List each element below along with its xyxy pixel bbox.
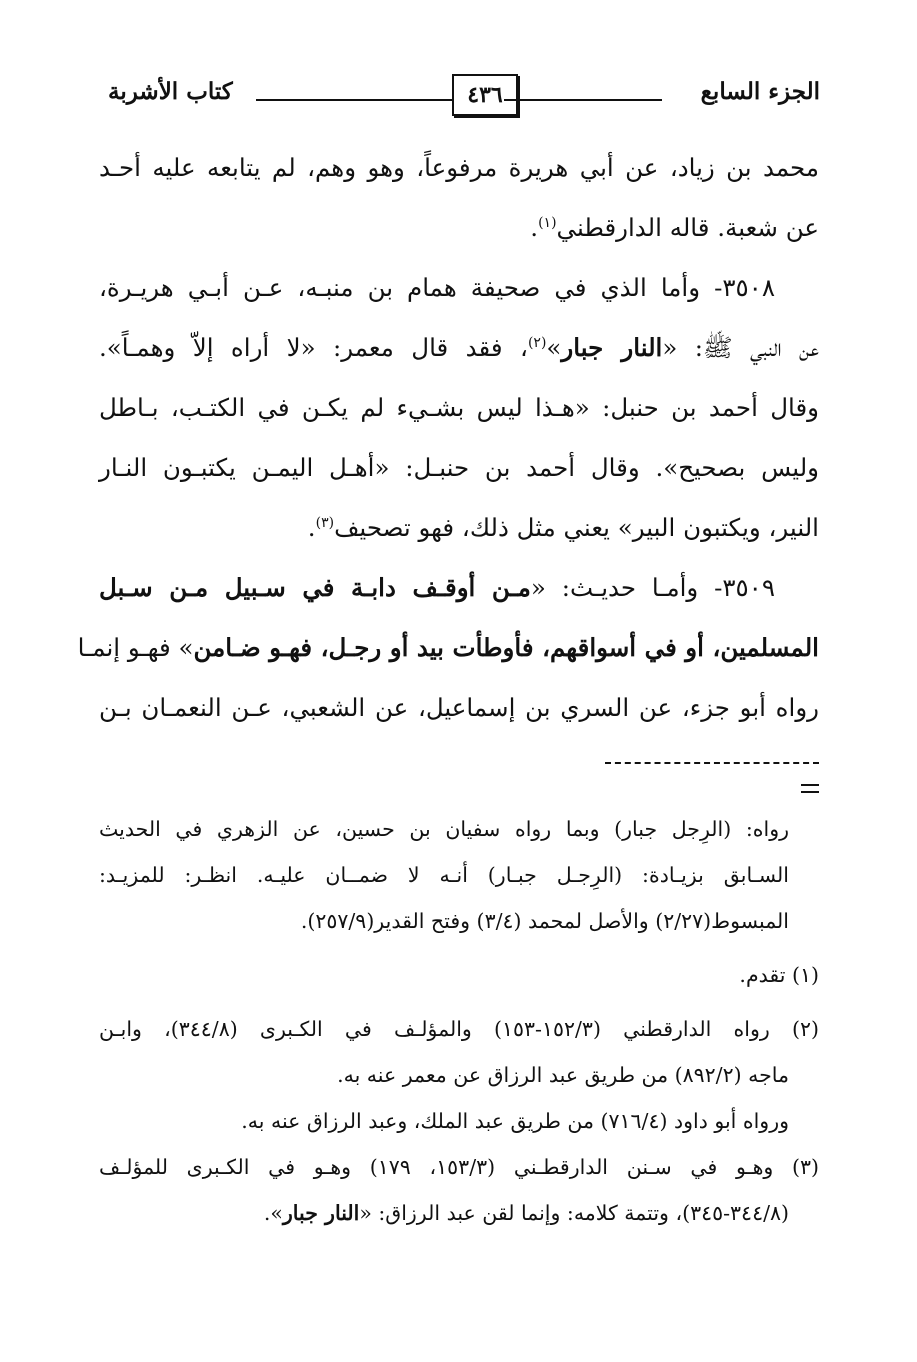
text-line-1: محمد بن زياد، عن أبي هريرة مرفوعاً، وهو وهم، لم يتابعه عليه أحـد <box>99 153 819 182</box>
volume-title: الجزء السابع <box>700 78 820 105</box>
hadith-text: المسلمين، أو في أسواقهم، فأوطأت بيد أو رجـل، فهـو ضـامن <box>193 633 819 662</box>
page-number-box: ٤٣٦ <box>452 74 518 116</box>
hadith-text: النار جبار <box>561 333 663 362</box>
footnote-ref-2: (٢) <box>527 334 547 351</box>
continuation-mark <box>801 784 819 798</box>
quoted-hadith: النار جبار <box>282 1201 360 1225</box>
hadith-text: مـن أوقـف دابـة في سـبيل مـن سـبل <box>99 573 531 602</box>
footnotes <box>99 806 819 1236</box>
text-line-6: وليس بصحيح». وقال أحمد بن حنبـل: «أهـل اليمـن يكتبـون النـار <box>99 453 819 482</box>
text-line-7: النير، ويكتبون البير» يعني مثل ذلك، فهو تصحيف$^{(٣)}$. <box>307 513 819 542</box>
main-text <box>77 138 820 738</box>
text-line-10: رواه أبو جزء، عن السري بن إسماعيل، عن الشعبي، عـن النعمـان بـن <box>99 693 819 722</box>
running-header <box>108 72 820 118</box>
footnote-continued-line-3: المبسوط(٢/٢٧) والأصل لمحمد (٣/٤) وفتح القدير(٢٥٧/٩). <box>300 909 789 933</box>
footnote-continued-line-2: السـابق بزيـادة: (الرِجـل جبـار) أنـه لا ضمــان عليـه. انظـر: للمزيـد: <box>99 863 789 887</box>
header-rule-left <box>256 99 452 101</box>
footnote-ref-3: (٣) <box>315 514 335 531</box>
chapter-title: كتاب الأشربة <box>108 78 233 105</box>
text-line-4: عن النبي ﷺ: «النار جبار»$^{(٢)}$، فقد قال معمر: «لا أراه إلاّ وهمـاً». <box>99 333 820 362</box>
text-line-5: وقال أحمد بن حنبل: «هـذا ليس بشـيء لم يكـن في الكتـب، بـاطل <box>99 393 819 422</box>
text-line-2: عن شعبة. قاله الدارقطني$^{(١)}$. <box>530 213 819 242</box>
text-line-8: ٣٥٠٩- وأمـا حديـث: «مـن أوقـف دابـة في سـبيل مـن سـبل <box>99 573 775 602</box>
header-rule-right <box>504 99 662 101</box>
text-line-9: المسلمين، أو في أسواقهم، فأوطأت بيد أو رجـل، فهـو ضـامن» فهـو إنمـا <box>77 633 819 662</box>
text-line-3: ٣٥٠٨- وأما الذي في صحيفة همام بن منبـه، عـن أبـي هريـرة، <box>99 273 775 302</box>
footnote-2-line-1: (٢) رواه الدارقطني (١٥٢/٣-١٥٣) والمؤلـف في الكـبرى (٣٤٤/٨)، وابـن <box>99 1017 820 1041</box>
footnote-3-line-1: (٣) وهـو في سـنن الدارقطـني (١٥٣/٣، ١٧٩) وهـو في الكـبرى للمؤلـف <box>99 1155 820 1179</box>
footnote-continued-line-1: رواه: (الرِجل جبار) وبما رواه سفيان بن حسين، عن الزهري في الحديث <box>99 817 789 841</box>
footnote-2-line-3: ورواه أبو داود (٧١٦/٤) من طريق عبد الملك، وعبد الرزاق عنه به. <box>241 1109 789 1133</box>
footnote-3-line-2: (٣٤٤/٨-٣٤٥)، وتتمة كلامه: وإنما لقن عبد الرزاق: «النار جبار». <box>263 1201 789 1225</box>
footnote-2-line-2: ماجه (٨٩٢/٢) من طريق عبد الرزاق عن معمر عنه به. <box>337 1063 789 1087</box>
footnote-separator <box>605 762 819 776</box>
footnote-1: (١) تقدم. <box>739 963 819 987</box>
footnote-ref-1: (١) <box>538 214 557 231</box>
